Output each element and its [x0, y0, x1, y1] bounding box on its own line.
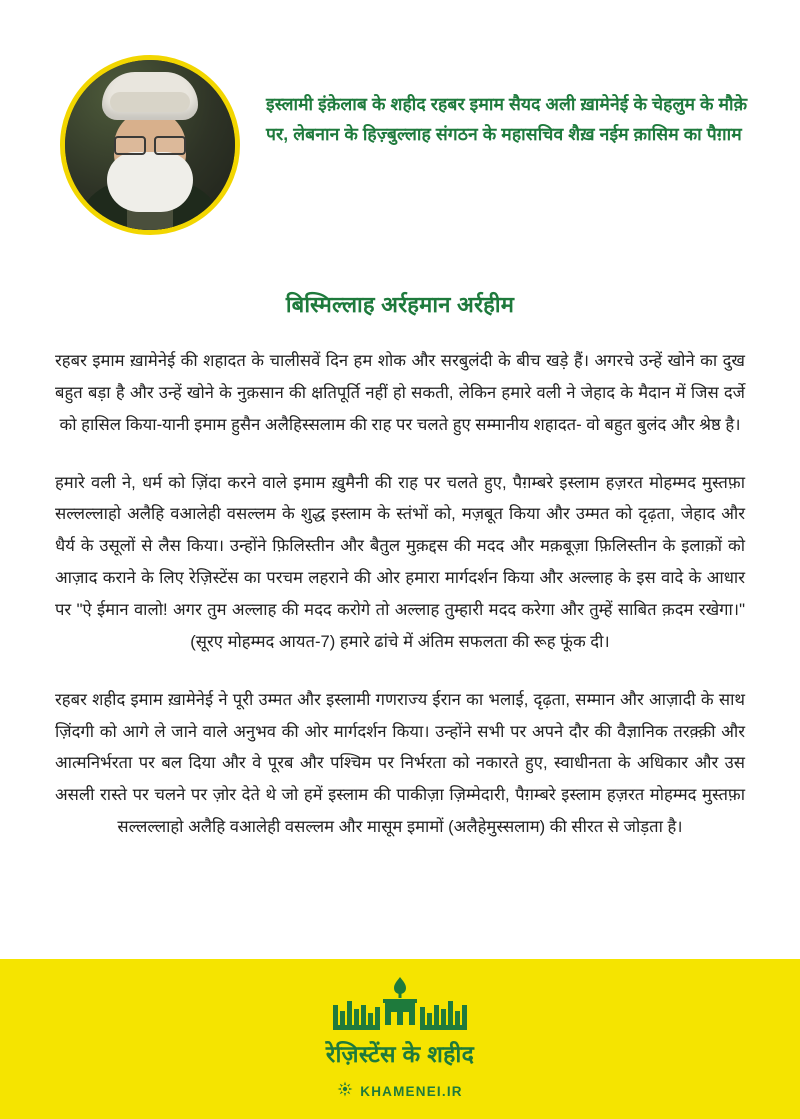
avatar — [60, 55, 240, 235]
poster-body — [0, 289, 800, 843]
footer-slogan: रेज़िस्टेंस के शहीद — [325, 1041, 475, 1067]
bismillah-heading: बिस्मिल्लाह अर्रहमान अर्रहीम — [285, 292, 515, 317]
mosque-calligraphy-emblem-icon — [325, 975, 475, 1031]
glasses-icon — [113, 136, 187, 152]
body-paragraph: रहबर शहीद इमाम ख़ामेनेई ने पूरी उम्मत और इस्लामी गणराज्य ईरान का भलाई, दृढ़ता, सम्मान और आज़ादी के साथ ज़िंदगी को आगे ले जाने वाले अनुभव की ओर मार्गदर्शन किया। उन्होंने सभी पर अपने दौर की वैज्ञानिक तरक़्क़ी और आत्मनिर्भरता पर बल दिया और वे पूरब और पश्चिम पर निर्भरता को नकारते हुए, स्वाधीनता के अधिकार और उस असली रास्ते पर चलने पर ज़ोर देते थे जो हमें इस्लाम की पाकीज़ा ज़िम्मेदारी, पैग़म्बरे इस्लाम हज़रत मोहम्मद मुस्तफ़ा सल्लल्लाहो अलैहि वआलेही वसल्लम और मासूम इमामों (अलैहेमुस्सलाम) की सीरत से जोड़ता है। — [55, 689, 745, 837]
brand-text: KHAMENEI.IR — [360, 1084, 463, 1099]
beard-shape — [107, 152, 193, 212]
turban-shape — [102, 72, 198, 120]
body-paragraph: हमारे वली ने, धर्म को ज़िंदा करने वाले इमाम ख़ुमैनी की राह पर चलते हुए, पैग़म्बरे इस्लाम हज़रत मोहम्मद मुस्तफ़ा सल्लल्लाहो अलैहि वआलेही वसल्लम के शुद्ध इस्लाम के स्तंभों को, मज़बूत किया और उम्मत को दृढ़ता, जेहाद और धैर्य के उसूलों से लैस किया। उन्होंने फ़िलिस्तीन और बैतुल मुक़द्दस की मदद और मक़बूज़ा फ़िलिस्तीन के इलाक़ों को आज़ाद कराने के लिए रेज़िस्टेंस का परचम लहराने की ओर हमारा मार्गदर्शन किया और अल्लाह के इस वादे के आधार पर "ऐ ईमान वालो! अगर तुम अल्लाह की मदद करोगे तो अल्लाह तुम्हारी मदद करेगा और तुम्हें साबित क़दम रखेगा।" (सूरए मोहम्मद आयत-7) हमारे ढांचे में अंतिम सफलता की रूह फूंक दी। — [55, 472, 745, 651]
page-title: इस्लामी इंक़ेलाब के शहीद रहबर इमाम सैयद अली ख़ामेनेई के चेहलुम के मौक़े पर, लेबनान के हिज़्बुल्लाह संगठन के महासचिव शैख़ नईम क़ासिम का पैग़ाम — [266, 94, 748, 145]
khamenei-star-icon — [337, 1081, 353, 1102]
brand-lockup[interactable] — [337, 1081, 462, 1102]
body-paragraph: रहबर इमाम ख़ामेनेई की शहादत के चालीसवें दिन हम शोक और सरबुलंदी के बीच खड़े हैं। अगरचे उन्हें खोने का दुख बहुत बड़ा है और उन्हें खोने के नुक़सान की क्षतिपूर्ति नहीं हो सकती, लेकिन हमारे वली ने जेहाद के मैदान में जिस दर्जे को हासिल किया-यानी इमाम हुसैन अलैहिस्सलाम की राह पर चलते हुए सम्मानीय शहादत- वो बहुत बुलंद और श्रेष्ठ है। — [55, 351, 745, 434]
poster-footer — [0, 959, 800, 1119]
poster-header — [0, 0, 800, 235]
